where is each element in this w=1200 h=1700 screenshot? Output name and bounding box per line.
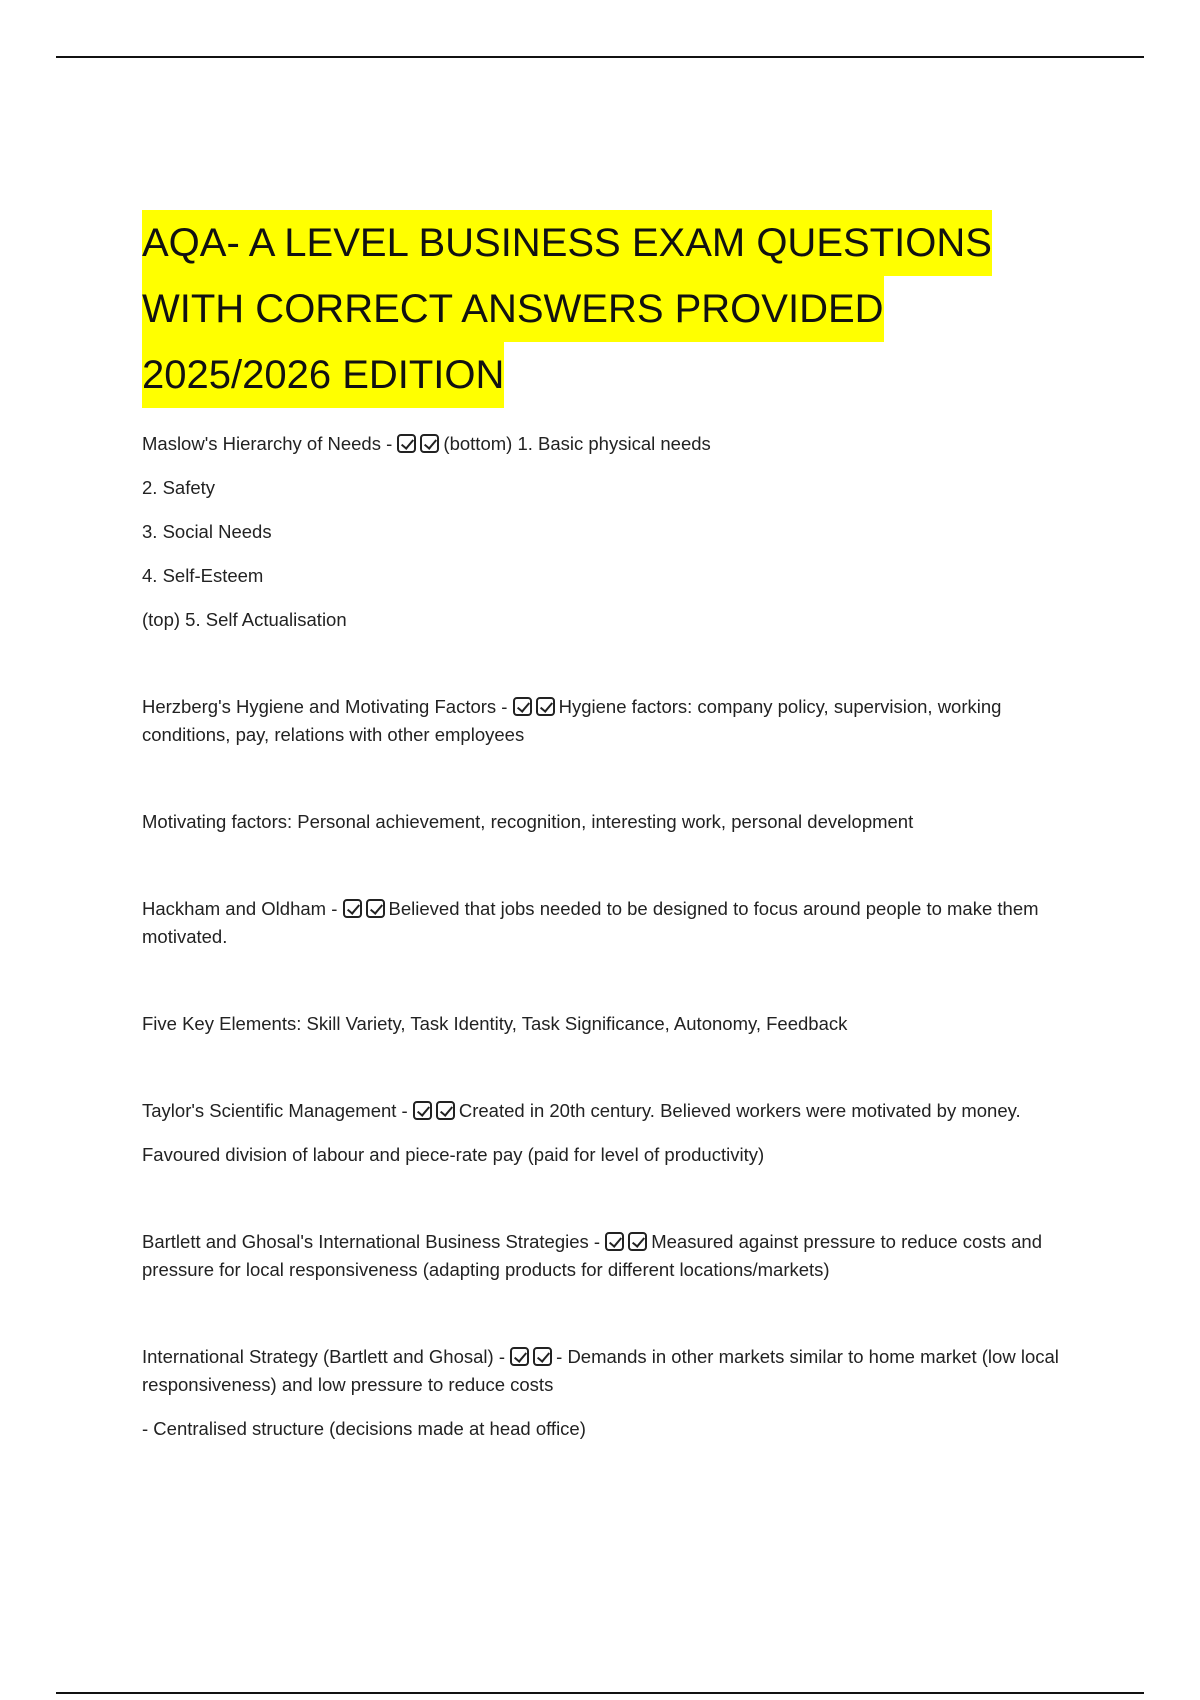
checkbox-icon	[343, 899, 362, 918]
card-answer: - Demands in other markets similar to home market (low local responsiveness) and low pressure to reduce costs	[142, 1346, 1059, 1395]
bottom-rule	[56, 1692, 1144, 1694]
card-term: Herzberg's Hygiene and Motivating Factors -	[142, 696, 508, 717]
card-term: International Strategy (Bartlett and Ghosal) -	[142, 1346, 505, 1367]
answer-line: 3. Social Needs	[142, 521, 272, 542]
answer-line: (top) 5. Self Actualisation	[142, 609, 347, 630]
answer-line: 2. Safety	[142, 477, 216, 498]
card-answer: Hygiene factors: company policy, supervision, working conditions, pay, relations with other employees	[142, 696, 1002, 745]
card-term: Taylor's Scientific Management -	[142, 1100, 408, 1121]
checkbox-icon	[413, 1101, 432, 1120]
card-answer: Believed that jobs needed to be designed to focus around people to make them motivated.	[142, 898, 1039, 947]
checkbox-icon	[510, 1347, 529, 1366]
card-answer: Measured against pressure to reduce costs and pressure for local responsiveness (adapting products for different locations/markets)	[142, 1231, 1042, 1280]
answer-line: - Centralised structure (decisions made at head office)	[142, 1418, 586, 1439]
checkbox-icon	[513, 697, 532, 716]
document-page	[142, 210, 1072, 1443]
card-term: Hackham and Oldham -	[142, 898, 338, 919]
card-term: Maslow's Hierarchy of Needs -	[142, 433, 393, 454]
flashcard-bartlett-ghosal	[142, 1228, 1072, 1284]
flashcard-international-strategy	[142, 1343, 1072, 1399]
answer-line: Motivating factors: Personal achievement, recognition, interesting work, personal development	[142, 811, 914, 832]
checkbox-icon	[536, 697, 555, 716]
flashcard-taylor	[142, 1097, 1072, 1125]
checkbox-icon	[605, 1232, 624, 1251]
answer-line: Five Key Elements: Skill Variety, Task Identity, Task Significance, Autonomy, Feedback	[142, 1013, 848, 1034]
answer-line: 4. Self-Esteem	[142, 565, 264, 586]
title-line: WITH CORRECT ANSWERS PROVIDED	[142, 276, 884, 342]
checkbox-icon	[366, 899, 385, 918]
card-term: Bartlett and Ghosal's International Business Strategies -	[142, 1231, 601, 1252]
flashcard-maslow	[142, 430, 1072, 458]
card-answer: Created in 20th century. Believed workers were motivated by money.	[458, 1100, 1021, 1121]
flashcard-hackham-oldham	[142, 895, 1072, 951]
card-answer: (bottom) 1. Basic physical needs	[443, 433, 711, 454]
flashcard-herzberg	[142, 693, 1072, 749]
checkbox-icon	[533, 1347, 552, 1366]
checkbox-icon	[436, 1101, 455, 1120]
top-rule	[56, 56, 1144, 58]
document-title	[142, 210, 1072, 408]
checkbox-icon	[397, 434, 416, 453]
answer-line: Favoured division of labour and piece-rate pay (paid for level of productivity)	[142, 1144, 765, 1165]
checkbox-icon	[628, 1232, 647, 1251]
title-line: AQA- A LEVEL BUSINESS EXAM QUESTIONS	[142, 210, 992, 276]
checkbox-icon	[420, 434, 439, 453]
title-line: 2025/2026 EDITION	[142, 342, 504, 408]
